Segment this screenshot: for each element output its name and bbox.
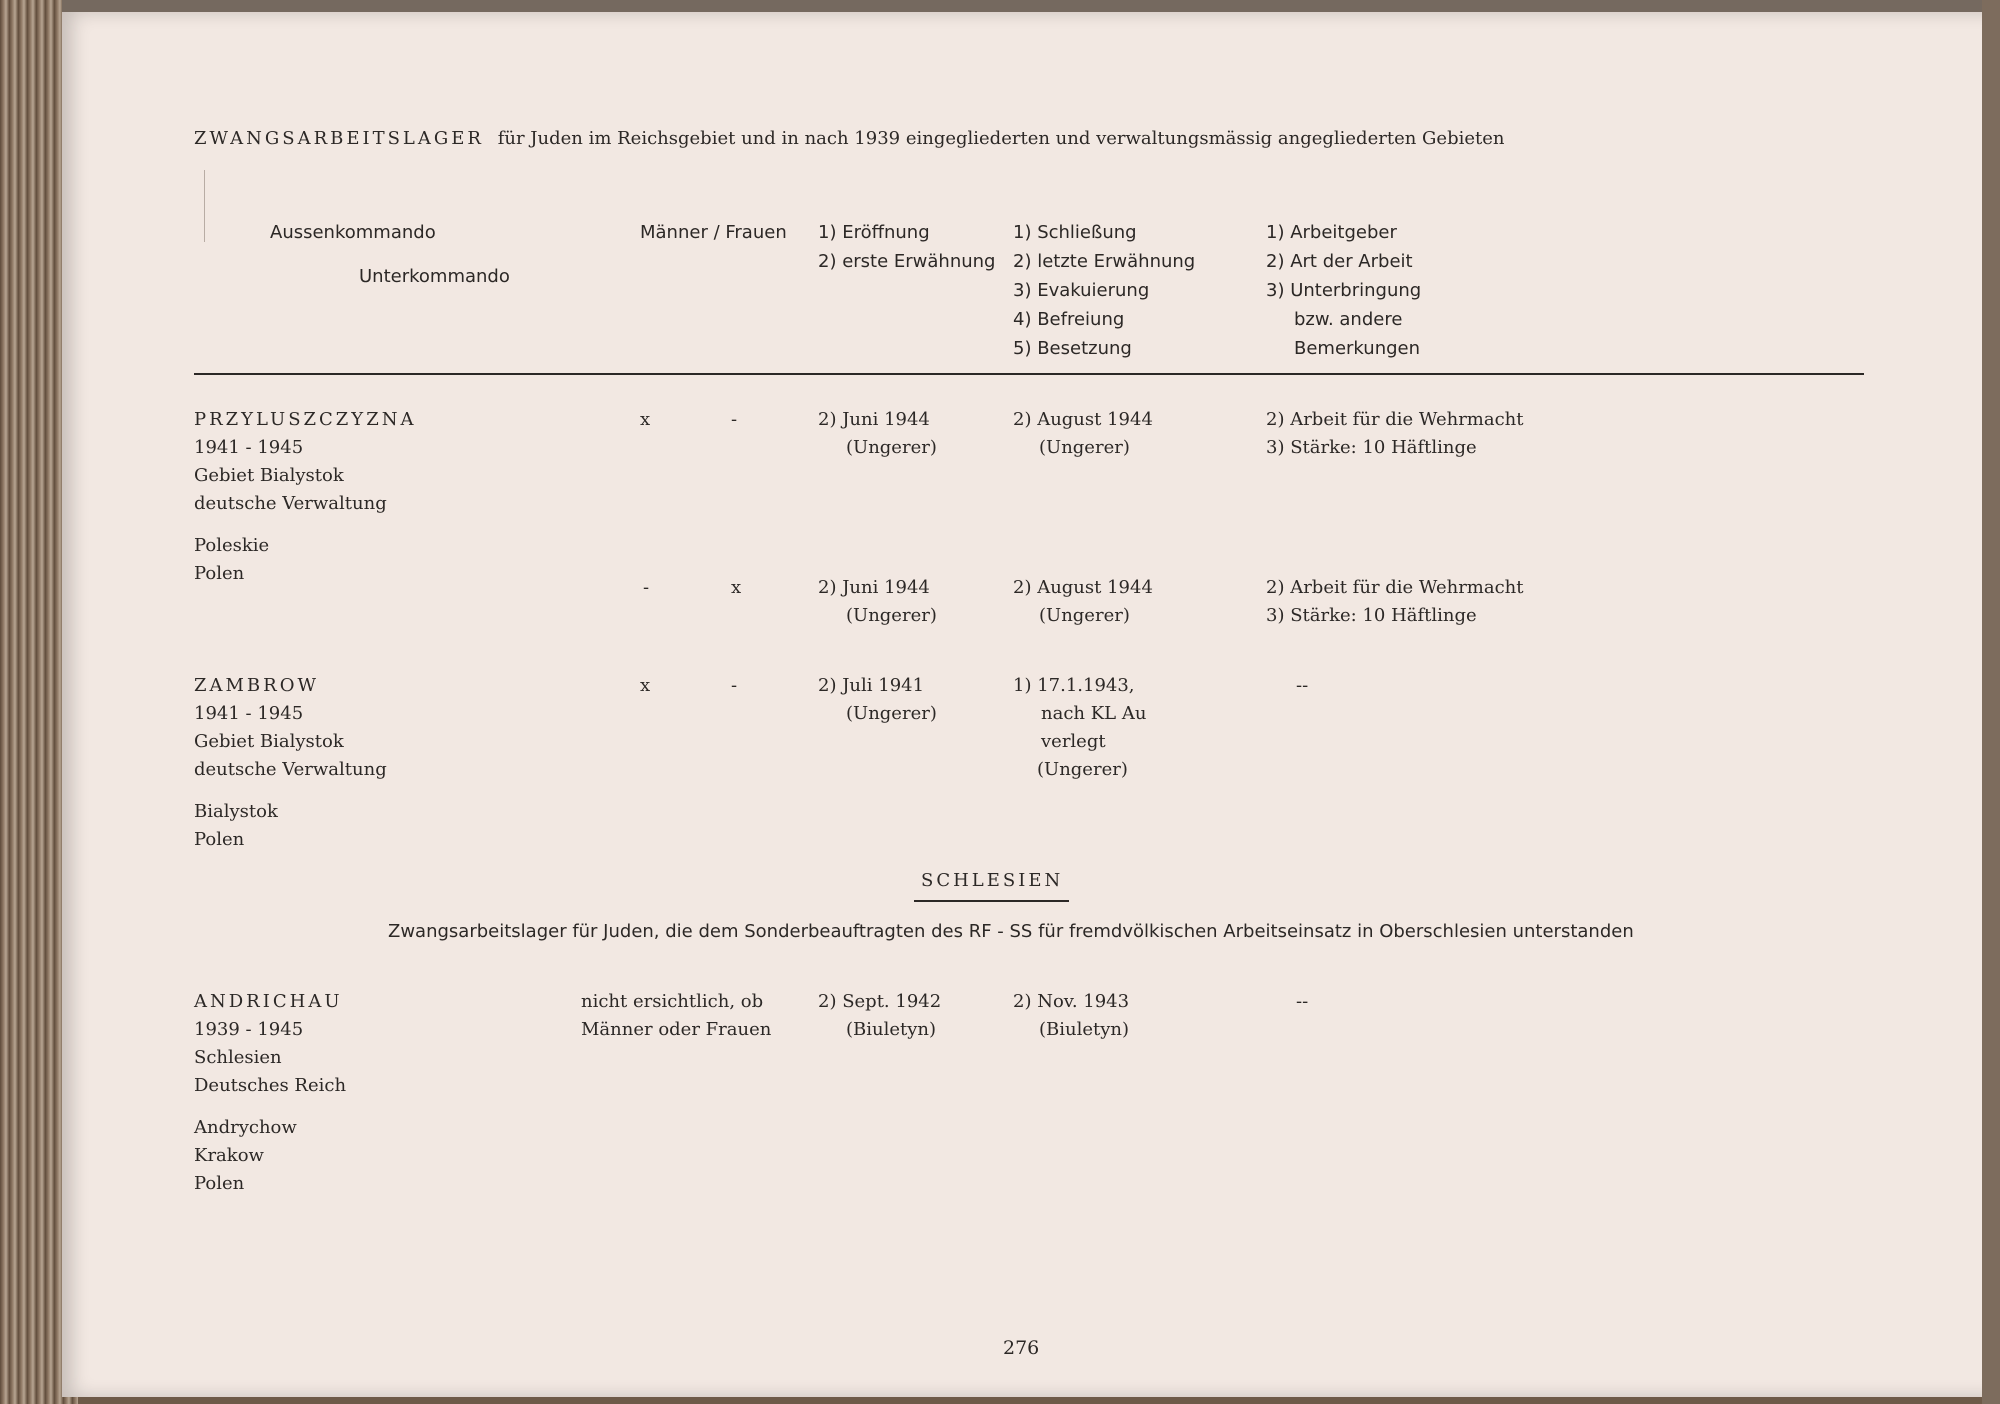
entry-maenner: x <box>640 675 651 696</box>
entry-place: Poleskie <box>194 535 270 556</box>
header-col5 <box>1266 218 1421 363</box>
entry-zambrow <box>194 672 387 854</box>
entry-col3-line: (Ungerer) <box>846 703 937 724</box>
entry-col3-line: 2) Juni 1944 <box>818 577 930 598</box>
entry-col3-line: (Biuletyn) <box>846 1019 937 1040</box>
entry-frauen: x <box>731 577 742 598</box>
page-number: 276 <box>1003 1337 1040 1359</box>
section-subtitle: Zwangsarbeitslager für Juden, die dem Sonderbeauftragten des RF - SS für fremdvölkischen Arbeitseinsatz in Oberschlesien unterstanden <box>388 921 1634 942</box>
entry-col4 <box>1013 988 1129 1044</box>
entry-line: deutsche Verwaltung <box>194 759 387 780</box>
entry-line: Deutsches Reich <box>194 1075 347 1096</box>
entry-col5-line: -- <box>1296 675 1309 696</box>
entry-col3-line: 2) Sept. 1942 <box>818 991 942 1012</box>
header-col3-line: 1) Eröffnung <box>818 222 930 243</box>
header-aussenkommando: Aussenkommando <box>270 222 436 243</box>
entry-col5 <box>1296 672 1308 700</box>
entry-col5-line: 2) Arbeit für die Wehrmacht <box>1266 409 1524 430</box>
entry-col5-line: 3) Stärke: 10 Häftlinge <box>1266 437 1477 458</box>
entry-col4-line: 1) 17.1.1943, <box>1013 675 1135 696</box>
header-col4-line: 3) Evakuierung <box>1013 280 1150 301</box>
entry-place: Polen <box>194 1173 245 1194</box>
entry-col3-line: 2) Juni 1944 <box>818 409 930 430</box>
header-unterkommando: Unterkommando <box>359 266 510 287</box>
entry-col3 <box>818 988 941 1044</box>
entry-col3 <box>818 672 937 728</box>
entry-frauen: - <box>731 409 738 430</box>
entry-line: 1941 - 1945 <box>194 437 304 458</box>
header-col3 <box>818 218 996 276</box>
title-rest: für Juden im Reichsgebiet und in nach 1939 eingegliederten und verwaltungsmässig angegliederten Gebieten <box>497 128 1505 149</box>
header-col4-line: 4) Befreiung <box>1013 309 1125 330</box>
entry-col5-line: 3) Stärke: 10 Häftlinge <box>1266 605 1477 626</box>
entry-place: Polen <box>194 829 245 850</box>
entry-line: deutsche Verwaltung <box>194 493 387 514</box>
entry-col5 <box>1266 574 1524 630</box>
entry-place: Krakow <box>194 1145 264 1166</box>
entry-col5-line: -- <box>1296 991 1309 1012</box>
header-col4 <box>1013 218 1195 363</box>
header-col3-line: 2) erste Erwähnung <box>818 251 996 272</box>
entry-col5-line: 2) Arbeit für die Wehrmacht <box>1266 577 1524 598</box>
entry-col4-line: (Biuletyn) <box>1039 1019 1130 1040</box>
entry-col4-line: (Ungerer) <box>1037 759 1128 780</box>
entry-line: 1939 - 1945 <box>194 1019 304 1040</box>
entry-col4-line: verlegt <box>1041 731 1106 752</box>
entry-mf-line: Männer oder Frauen <box>581 1019 772 1040</box>
entry-name: PRZYLUSZCZYZNA <box>194 409 417 430</box>
entry-col4-line: 2) August 1944 <box>1013 409 1153 430</box>
entry-col5 <box>1296 988 1308 1016</box>
entry-przyluszczyzna <box>194 406 416 588</box>
entry-andrichau <box>194 988 346 1198</box>
entry-line: Gebiet Bialystok <box>194 731 344 752</box>
entry-mf-line: nicht ersichtlich, ob <box>581 991 764 1012</box>
header-col4-line: 1) Schließung <box>1013 222 1137 243</box>
entry-col5 <box>1266 406 1524 462</box>
entry-col4-line: nach KL Au <box>1041 703 1147 724</box>
entry-col3 <box>818 574 937 630</box>
entry-col3 <box>818 406 937 462</box>
entry-col4-line: 2) August 1944 <box>1013 577 1153 598</box>
scan-right-border <box>1982 0 2000 1404</box>
header-col5-line: bzw. andere <box>1294 309 1403 330</box>
header-col4-line: 2) letzte Erwähnung <box>1013 251 1196 272</box>
entry-col3-line: (Ungerer) <box>846 605 937 626</box>
entry-col3-line: 2) Juli 1941 <box>818 675 925 696</box>
page-title <box>194 128 1504 149</box>
entry-name: ZAMBROW <box>194 675 319 696</box>
section-heading-underline <box>914 900 1069 902</box>
entry-place: Bialystok <box>194 801 278 822</box>
title-spaced: ZWANGSARBEITSLAGER <box>194 128 484 149</box>
header-maenner-frauen: Männer / Frauen <box>640 222 787 243</box>
entry-col4-line: (Ungerer) <box>1039 437 1130 458</box>
header-col5-line: Bemerkungen <box>1294 338 1421 359</box>
entry-frauen: - <box>731 675 738 696</box>
header-col5-line: 3) Unterbringung <box>1266 280 1422 301</box>
entry-col4 <box>1013 574 1153 630</box>
entry-place: Andrychow <box>194 1117 297 1138</box>
header-margin-mark <box>204 170 205 242</box>
header-rule <box>194 373 1864 375</box>
section-heading: SCHLESIEN <box>921 870 1064 891</box>
entry-line: Schlesien <box>194 1047 282 1068</box>
entry-col4-line: 2) Nov. 1943 <box>1013 991 1130 1012</box>
entry-place: Polen <box>194 563 245 584</box>
entry-col4-line: (Ungerer) <box>1039 605 1130 626</box>
entry-maenner: - <box>643 577 650 598</box>
header-col5-line: 2) Art der Arbeit <box>1266 251 1413 272</box>
entry-maenner-frauen-note <box>581 988 771 1044</box>
entry-line: Gebiet Bialystok <box>194 465 344 486</box>
entry-col4 <box>1013 406 1153 462</box>
entry-col4 <box>1013 672 1146 784</box>
entry-maenner: x <box>640 409 651 430</box>
header-col4-line: 5) Besetzung <box>1013 338 1132 359</box>
entry-name: ANDRICHAU <box>194 991 343 1012</box>
header-col5-line: 1) Arbeitgeber <box>1266 222 1397 243</box>
entry-col3-line: (Ungerer) <box>846 437 937 458</box>
entry-line: 1941 - 1945 <box>194 703 304 724</box>
